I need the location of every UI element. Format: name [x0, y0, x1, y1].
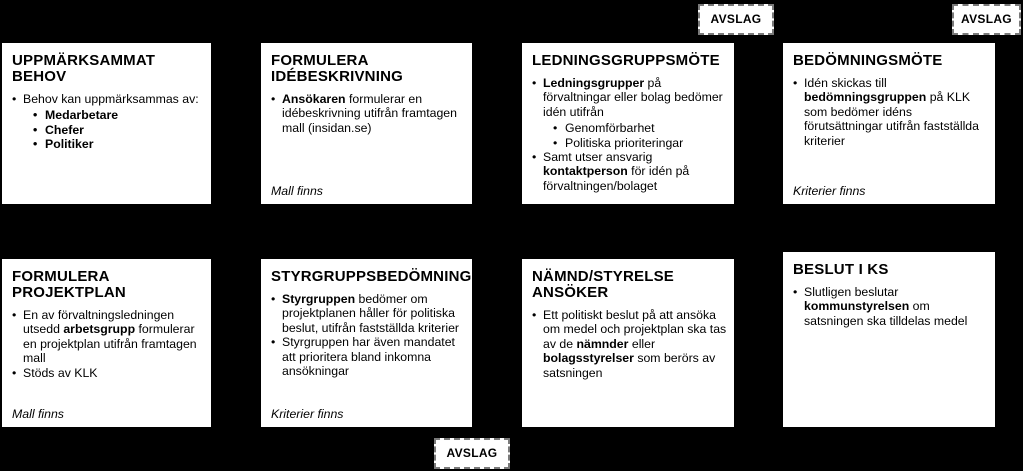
card-formulera-idebeskrivning: [261, 43, 472, 204]
avslag-label-2: AVSLAG: [952, 4, 1021, 35]
bullet: • Slutligen beslutar kommunstyrelsen om satsningen ska tilldelas medel: [793, 285, 989, 328]
sub-bullet: • Chefer: [23, 123, 205, 137]
card-ledningsgruppsmote: [522, 43, 734, 204]
bullet: • Styrgruppen bedömer om projektplanen håller för politiska beslut, utifrån fastställda kriterier: [271, 292, 466, 335]
avslag-label-3: AVSLAG: [434, 438, 510, 469]
bullet: • Stöds av KLK: [12, 366, 205, 380]
card-title: LEDNINGSGRUPPSMÖTE: [532, 52, 720, 69]
avslag-label-1: AVSLAG: [698, 4, 774, 35]
card-title: BEDÖMNINGSMÖTE: [793, 52, 943, 69]
card-title: STYRGRUPPSBEDÖMNING: [271, 268, 472, 285]
bullet: • Ett politiskt beslut på att ansöka om medel och projektplan ska tas av de nämnder eller bolagsstyrelser som berörs av satsningen: [532, 308, 728, 380]
card-uppmarksammat-behov: [2, 43, 211, 204]
card-bedomningsmote: [783, 43, 995, 204]
card-title: UPPMÄRKSAMMAT BEHOV: [12, 52, 156, 85]
sub-bullet: • Genomförbarhet: [543, 121, 728, 135]
card-title: BESLUT I KS: [793, 261, 889, 278]
bullet: • Idén skickas till bedömningsgruppen på KLK som bedömer idéns förutsättningar utifrån fastställda kriterier: [793, 76, 989, 148]
card-title: FORMULERA IDÉBESKRIVNING: [271, 52, 403, 85]
bullet: • Ledningsgrupper på förvaltningar eller bolag bedömer idén utifrån • Genomförbarhet • Politiska prioriteringar: [532, 76, 728, 150]
card-footer: Kriterier finns: [793, 184, 866, 198]
bullet: • Styrgruppen har även mandatet att prioritera bland inkomna ansökningar: [271, 335, 466, 378]
bullet: • Samt utser ansvarig kontaktperson för idén på förvaltningen/bolaget: [532, 150, 728, 193]
card-beslut-i-ks: [783, 252, 995, 427]
bullet: • En av förvaltningsledningen utsedd arbetsgrupp formulerar en projektplan utifrån framtagen mall: [12, 308, 205, 366]
card-title: FORMULERA PROJEKTPLAN: [12, 268, 126, 301]
sub-bullet: • Medarbetare: [23, 108, 205, 122]
card-footer: Mall finns: [271, 184, 323, 198]
card-footer: Mall finns: [12, 407, 64, 421]
card-title: NÄMND/STYRELSE ANSÖKER: [532, 268, 674, 301]
card-namnd-styrelse-ansoker: [522, 259, 734, 427]
bullet: • Ansökaren formulerar en idébeskrivning utifrån framtagen mall (insidan.se): [271, 92, 466, 135]
bullet: • Behov kan uppmärksammas av: • Medarbetare • Chefer • Politiker: [12, 92, 205, 152]
sub-bullet: • Politiker: [23, 137, 205, 151]
sub-bullet: • Politiska prioriteringar: [543, 136, 728, 150]
card-footer: Kriterier finns: [271, 407, 344, 421]
card-formulera-projektplan: [2, 259, 211, 427]
card-styrgruppsbedomning: [261, 259, 472, 427]
